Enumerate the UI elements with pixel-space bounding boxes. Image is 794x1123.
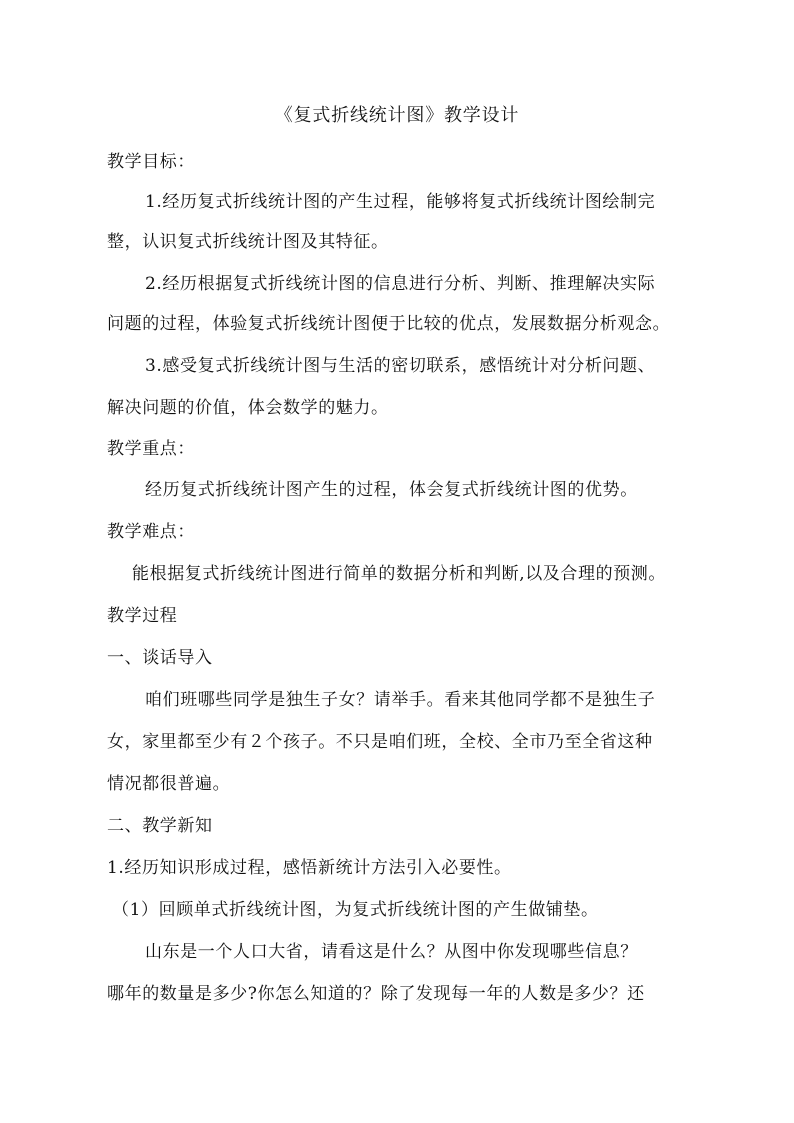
section-1-line-2: 女，家里都至少有２个孩子。不只是咱们班，全校、全市乃至全省这种	[107, 732, 653, 752]
difficult-points-heading: 教学难点：	[107, 522, 195, 542]
section-1-line-3: 情况都很普遍。	[107, 774, 231, 794]
section-2-heading: 二、教学新知	[107, 816, 213, 836]
step-1-heading: 1.经历知识形成过程，感悟新统计方法引入必要性。	[107, 858, 512, 878]
goal-2-line-2: 问题的过程，体验复式折线统计图便于比较的优点，发展数据分析观念。	[107, 314, 671, 334]
goal-1-line-1: 1.经历复式折线统计图的产生过程，能够将复式折线统计图绘制完	[145, 192, 656, 212]
key-points-heading: 教学重点：	[107, 439, 195, 459]
step-1-line-1: 山东是一个人口大省，请看这是什么？从图中你发现哪些信息？	[145, 942, 638, 962]
goal-3-line-2: 解决问题的价值，体会数学的魅力。	[107, 398, 389, 418]
process-heading: 教学过程	[107, 606, 178, 626]
section-1-heading: 一、谈话导入	[107, 648, 213, 668]
step-1-subheading: （1）回顾单式折线统计图，为复式折线统计图的产生做铺垫。	[112, 900, 599, 920]
goal-3-line-1: 3.感受复式折线统计图与生活的密切联系，感悟统计对分析问题、	[145, 356, 656, 376]
document-title: 《复式折线统计图》教学设计	[274, 105, 520, 126]
step-1-line-2: 哪年的数量是多少?你怎么知道的？除了发现每一年的人数是多少？还	[107, 984, 645, 1004]
goal-1-line-2: 整，认识复式折线统计图及其特征。	[107, 232, 389, 252]
section-1-line-1: 咱们班哪些同学是独生子女？请举手。看来其他同学都不是独生子	[145, 690, 656, 710]
goal-2-line-1: 2.经历根据复式折线统计图的信息进行分析、判断、推理解决实际	[145, 274, 656, 294]
goals-heading: 教学目标：	[107, 152, 195, 172]
key-points-text: 经历复式折线统计图产生的过程，体会复式折线统计图的优势。	[145, 480, 638, 500]
difficult-points-text: 能根据复式折线统计图进行简单的数据分析和判断,以及合理的预测。	[132, 564, 667, 584]
